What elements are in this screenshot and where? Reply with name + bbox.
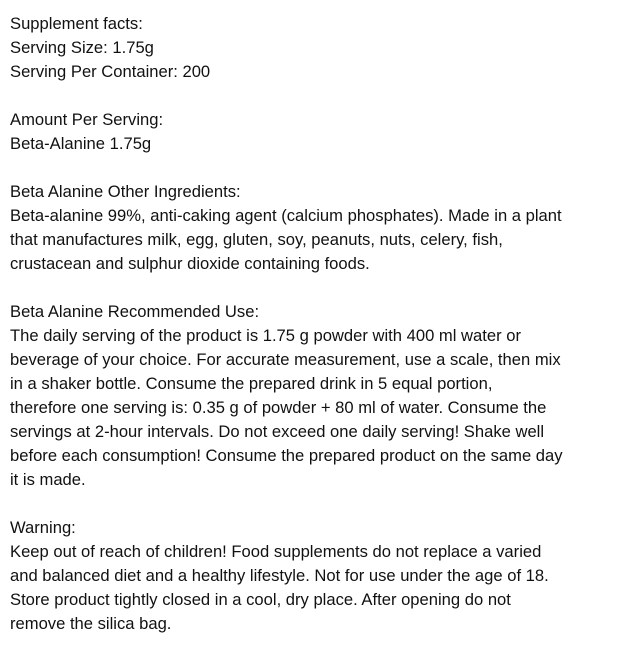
recommended-use-section <box>10 300 622 492</box>
warning-line: and balanced diet and a healthy lifestyle. Not for use under the age of 18. <box>10 566 549 585</box>
ingredients-line: that manufactures milk, egg, gluten, soy, peanuts, nuts, celery, fish, <box>10 230 503 249</box>
warning-line: Store product tightly closed in a cool, dry place. After opening do not <box>10 590 511 609</box>
amount-per-serving-value: Beta-Alanine 1.75g <box>10 134 152 153</box>
spacer <box>10 276 622 300</box>
supplement-facts-heading: Supplement facts: <box>10 14 143 33</box>
supplement-facts-section <box>10 12 622 84</box>
amount-per-serving-heading: Amount Per Serving: <box>10 110 164 129</box>
spacer <box>10 84 622 108</box>
serving-size: Serving Size: 1.75g <box>10 38 154 57</box>
usage-line: in a shaker bottle. Consume the prepared drink in 5 equal portion, <box>10 374 493 393</box>
usage-line: beverage of your choice. For accurate measurement, use a scale, then mix <box>10 350 561 369</box>
usage-line: before each consumption! Consume the prepared product on the same day <box>10 446 563 465</box>
spacer <box>10 492 622 516</box>
warning-line: Keep out of reach of children! Food supplements do not replace a varied <box>10 542 542 561</box>
warning-section <box>10 516 622 636</box>
ingredients-line: crustacean and sulphur dioxide containing foods. <box>10 254 370 273</box>
usage-line: therefore one serving is: 0.35 g of powder + 80 ml of water. Consume the <box>10 398 547 417</box>
recommended-use-heading: Beta Alanine Recommended Use: <box>10 302 260 321</box>
usage-line: The daily serving of the product is 1.75 g powder with 400 ml water or <box>10 326 521 345</box>
spacer <box>10 156 622 180</box>
servings-per-container: Serving Per Container: 200 <box>10 62 211 81</box>
warning-line: remove the silica bag. <box>10 614 172 633</box>
usage-line: servings at 2-hour intervals. Do not exceed one daily serving! Shake well <box>10 422 545 441</box>
other-ingredients-heading: Beta Alanine Other Ingredients: <box>10 182 241 201</box>
warning-heading: Warning: <box>10 518 76 537</box>
amount-per-serving-section <box>10 108 622 156</box>
usage-line: it is made. <box>10 470 86 489</box>
other-ingredients-section <box>10 180 622 276</box>
ingredients-line: Beta-alanine 99%, anti-caking agent (calcium phosphates). Made in a plant <box>10 206 562 225</box>
